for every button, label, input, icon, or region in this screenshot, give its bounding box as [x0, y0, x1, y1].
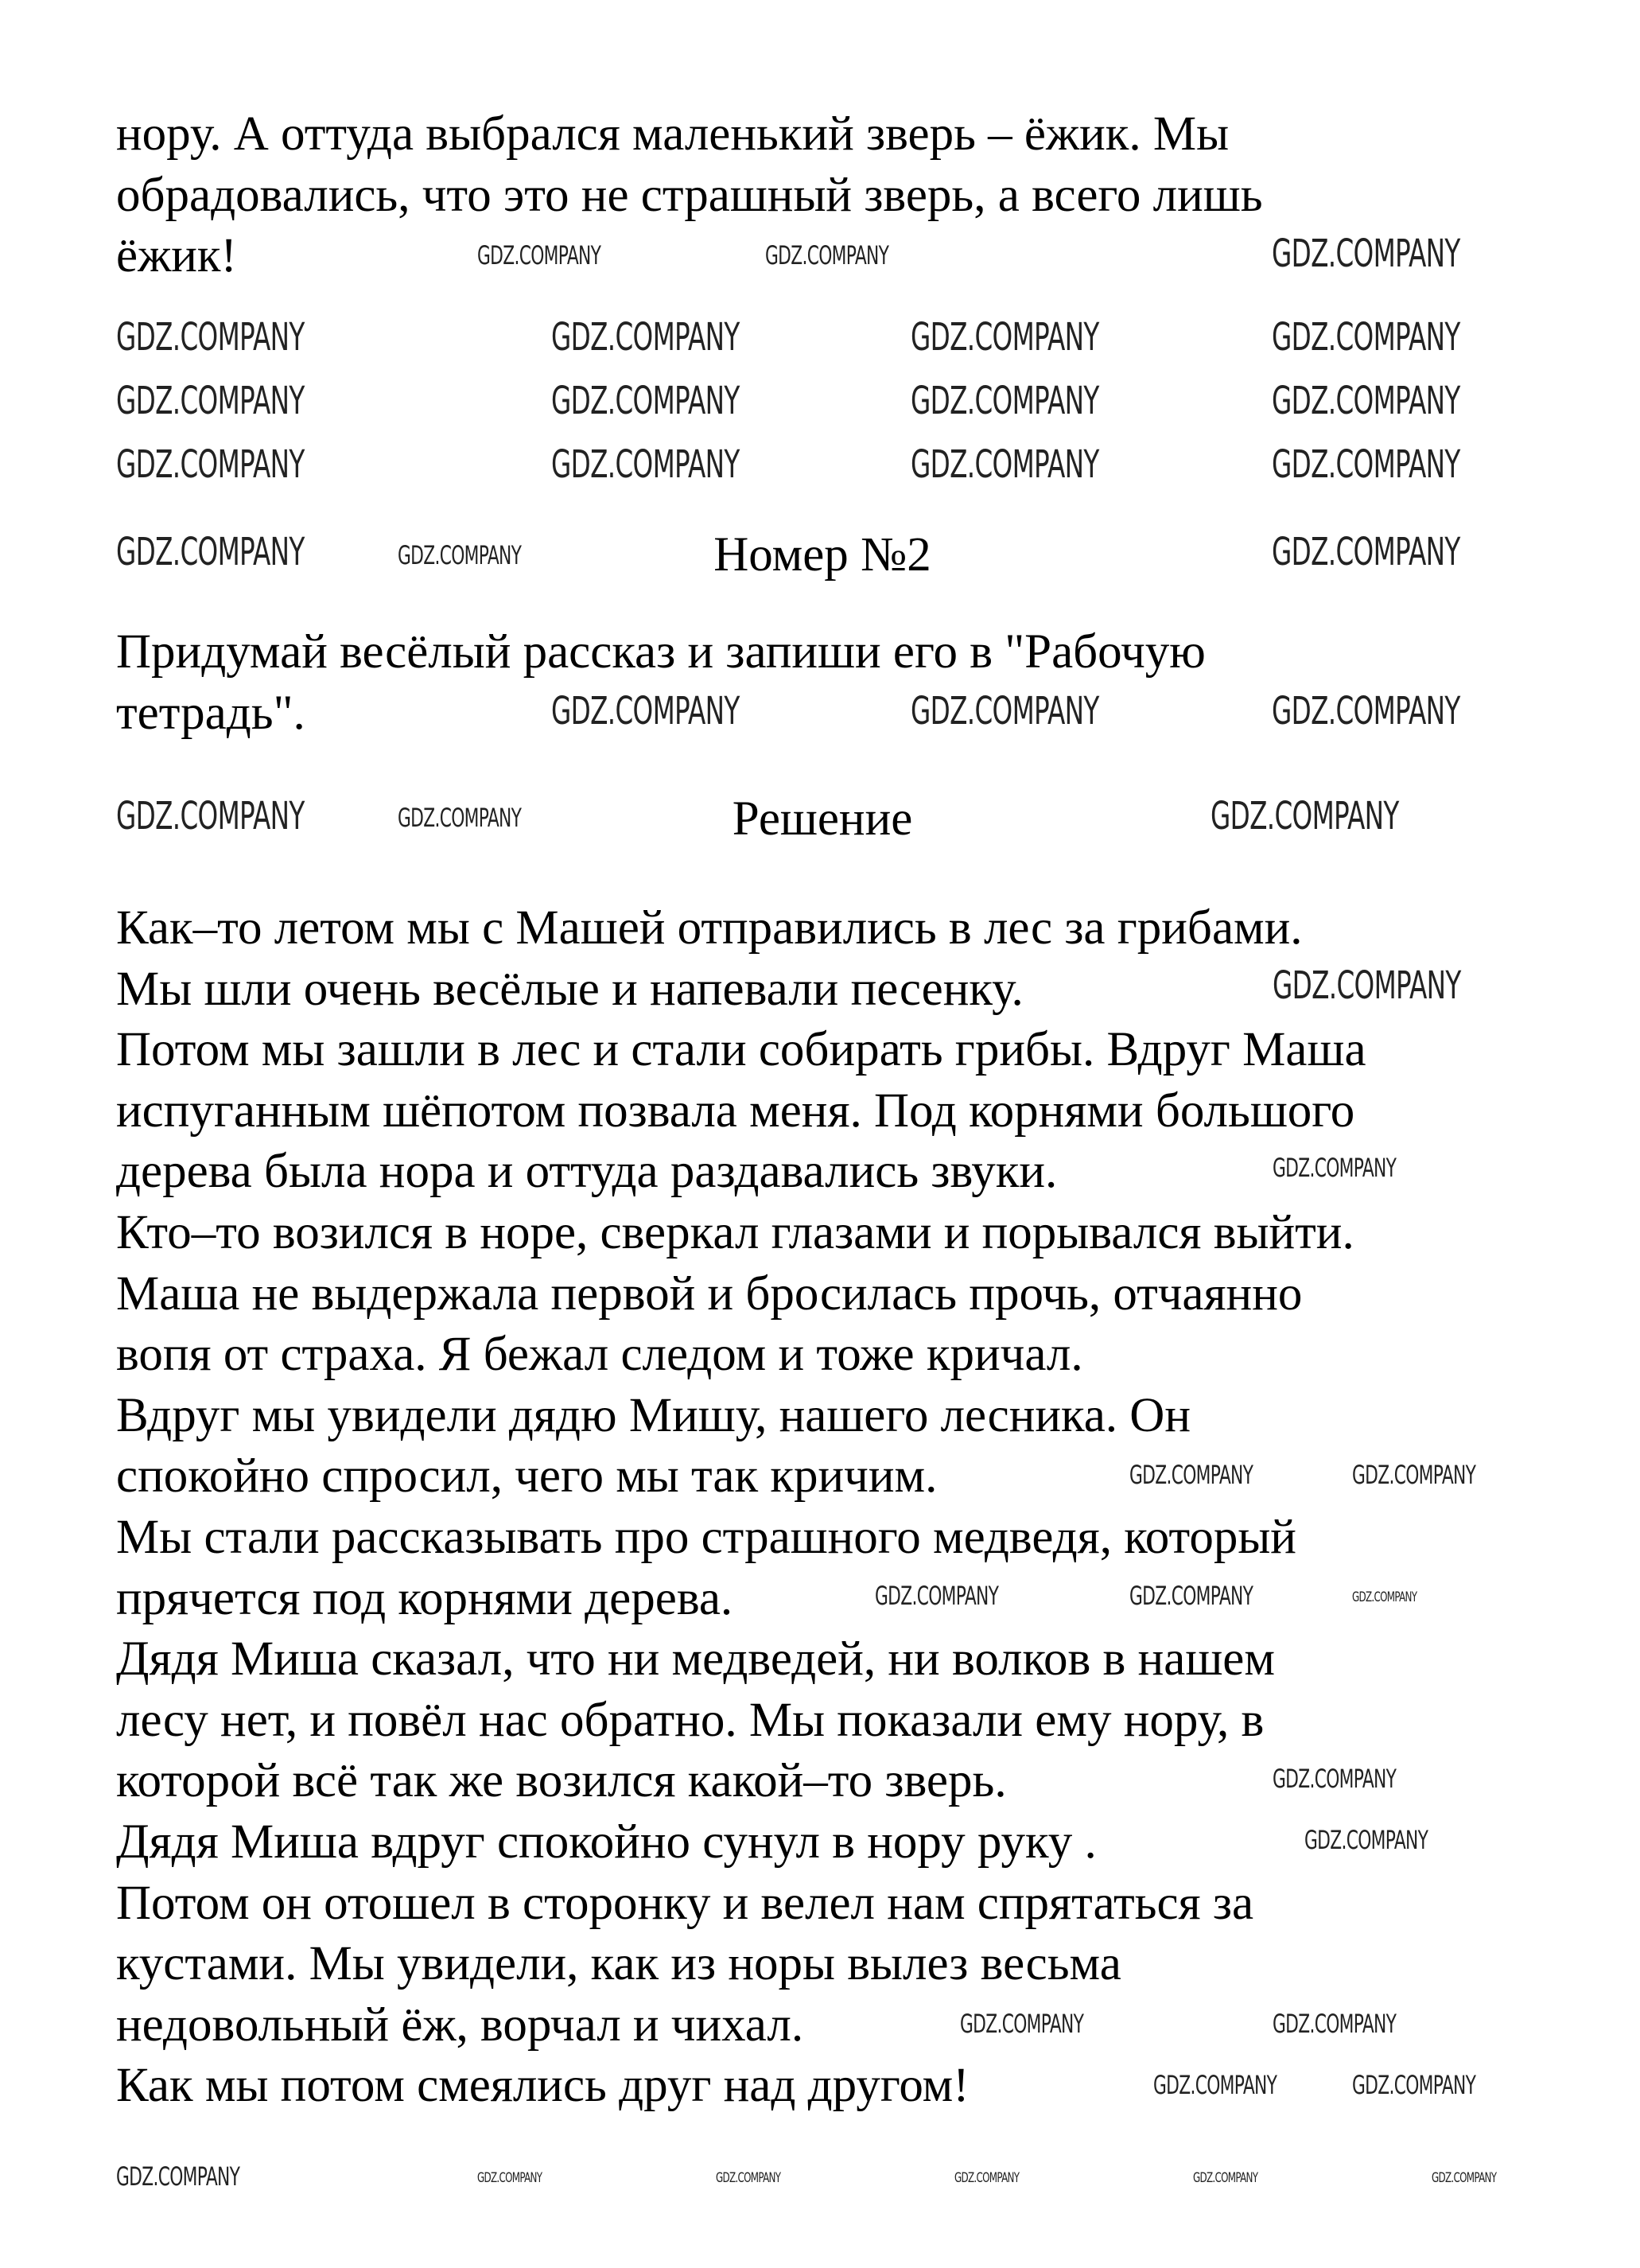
watermark: GDZ.COMPANY — [716, 2170, 781, 2186]
text-line: дерева была нора и оттуда раздавались звуки. — [116, 1145, 1058, 1199]
text-line: Придумай весёлый рассказ и запиши его в "Рабочую — [116, 625, 1206, 679]
watermark: GDZ.COMPANY — [1432, 2170, 1497, 2186]
text-line: Мы стали рассказывать про страшного медведя, который — [116, 1510, 1296, 1564]
text-line: кустами. Мы увидели, как из норы вылез весьма — [116, 1937, 1121, 1991]
watermark: GDZ.COMPANY — [551, 689, 740, 733]
text-line: тетрадь". — [116, 686, 305, 740]
text-line: спокойно спросил, чего мы так кричим. — [116, 1449, 938, 1504]
text-line: Маша не выдержала первой и бросилась прочь, отчаянно — [116, 1266, 1303, 1321]
intro-paragraph — [116, 104, 1263, 287]
watermark: GDZ.COMPANY — [911, 379, 1099, 423]
watermark: GDZ.COMPANY — [1304, 1825, 1428, 1855]
watermark: GDZ.COMPANY — [398, 540, 522, 570]
watermark: GDZ.COMPANY — [477, 2170, 542, 2186]
text-line: Потом он отошел в сторонку и велел нам спрятаться за — [116, 1876, 1254, 1930]
watermark: GDZ.COMPANY — [116, 379, 305, 423]
watermark: GDZ.COMPANY — [551, 442, 740, 487]
text-line: Как–то летом мы с Машей отправились в лес за грибами. — [116, 901, 1303, 955]
watermark: GDZ.COMPANY — [1272, 231, 1460, 276]
text-line: нору. А оттуда выбрался маленький зверь – ёжик. Мы — [116, 107, 1230, 161]
watermark: GDZ.COMPANY — [1211, 794, 1399, 838]
watermark: GDZ.COMPANY — [765, 240, 889, 270]
watermark: GDZ.COMPANY — [1193, 2170, 1258, 2186]
text-line: Дядя Миша вдруг спокойно сунул в нору руку . — [116, 1815, 1097, 1869]
watermark: GDZ.COMPANY — [398, 803, 522, 833]
text-line: Кто–то возился в норе, сверкал глазами и порывался выйти. — [116, 1205, 1354, 1259]
text-line: Мы шли очень весёлые и напевали песенку. — [116, 962, 1024, 1016]
text-line: прячется под корнями дерева. — [116, 1571, 733, 1625]
watermark: GDZ.COMPANY — [911, 442, 1099, 487]
text-line: обрадовались, что это не страшный зверь, а всего лишь — [116, 168, 1263, 222]
watermark: GDZ.COMPANY — [1352, 2070, 1476, 2100]
watermark: GDZ.COMPANY — [551, 315, 740, 360]
watermark: GDZ.COMPANY — [1272, 530, 1460, 574]
text-line: ёжик! — [116, 229, 237, 283]
watermark: GDZ.COMPANY — [1129, 1581, 1253, 1611]
watermark: GDZ.COMPANY — [954, 2170, 1020, 2186]
watermark: GDZ.COMPANY — [1273, 963, 1461, 1008]
solution-heading: Решение — [732, 792, 913, 846]
watermark: GDZ.COMPANY — [551, 379, 740, 423]
watermark: GDZ.COMPANY — [1273, 1153, 1397, 1183]
text-line: вопя от страха. Я бежал следом и тоже кричал. — [116, 1328, 1083, 1382]
watermark: GDZ.COMPANY — [116, 315, 305, 360]
watermark: GDZ.COMPANY — [116, 530, 305, 574]
watermark: GDZ.COMPANY — [477, 240, 601, 270]
text-line: недовольный ёж, ворчал и чихал. — [116, 1998, 804, 2052]
watermark: GDZ.COMPANY — [1273, 2009, 1397, 2039]
watermark: GDZ.COMPANY — [116, 442, 305, 487]
watermark: GDZ.COMPANY — [116, 794, 305, 838]
task-heading: Номер №2 — [713, 528, 931, 582]
watermark: GDZ.COMPANY — [875, 1581, 999, 1611]
text-line: Вдруг мы увидели дядю Мишу, нашего лесника. Он — [116, 1388, 1191, 1442]
watermark: GDZ.COMPANY — [1272, 689, 1460, 733]
watermark: GDZ.COMPANY — [1129, 1460, 1253, 1490]
text-line: Как мы потом смеялись друг над другом! — [116, 2059, 970, 2113]
watermark: GDZ.COMPANY — [1272, 315, 1460, 360]
solution-paragraph — [116, 898, 1366, 2117]
text-line: Потом мы зашли в лес и стали собирать грибы. Вдруг Маша — [116, 1023, 1366, 1077]
watermark: GDZ.COMPANY — [116, 2161, 240, 2192]
text-line: лесу нет, и повёл нас обратно. Мы показали ему нору, в — [116, 1693, 1265, 1747]
watermark: GDZ.COMPANY — [960, 2009, 1084, 2039]
watermark: GDZ.COMPANY — [1272, 379, 1460, 423]
watermark: GDZ.COMPANY — [1352, 1460, 1476, 1490]
watermark: GDZ.COMPANY — [911, 315, 1099, 360]
text-line: которой всё так же возился какой–то зверь. — [116, 1754, 1007, 1808]
watermark: GDZ.COMPANY — [1153, 2070, 1277, 2100]
watermark: GDZ.COMPANY — [1273, 1764, 1397, 1794]
text-line: Дядя Миша сказал, что ни медведей, ни волков в нашем — [116, 1632, 1275, 1686]
watermark: GDZ.COMPANY — [1352, 1589, 1417, 1605]
watermark: GDZ.COMPANY — [1272, 442, 1460, 487]
watermark: GDZ.COMPANY — [911, 689, 1099, 733]
text-line: испуганным шёпотом позвала меня. Под корнями большого — [116, 1083, 1355, 1138]
